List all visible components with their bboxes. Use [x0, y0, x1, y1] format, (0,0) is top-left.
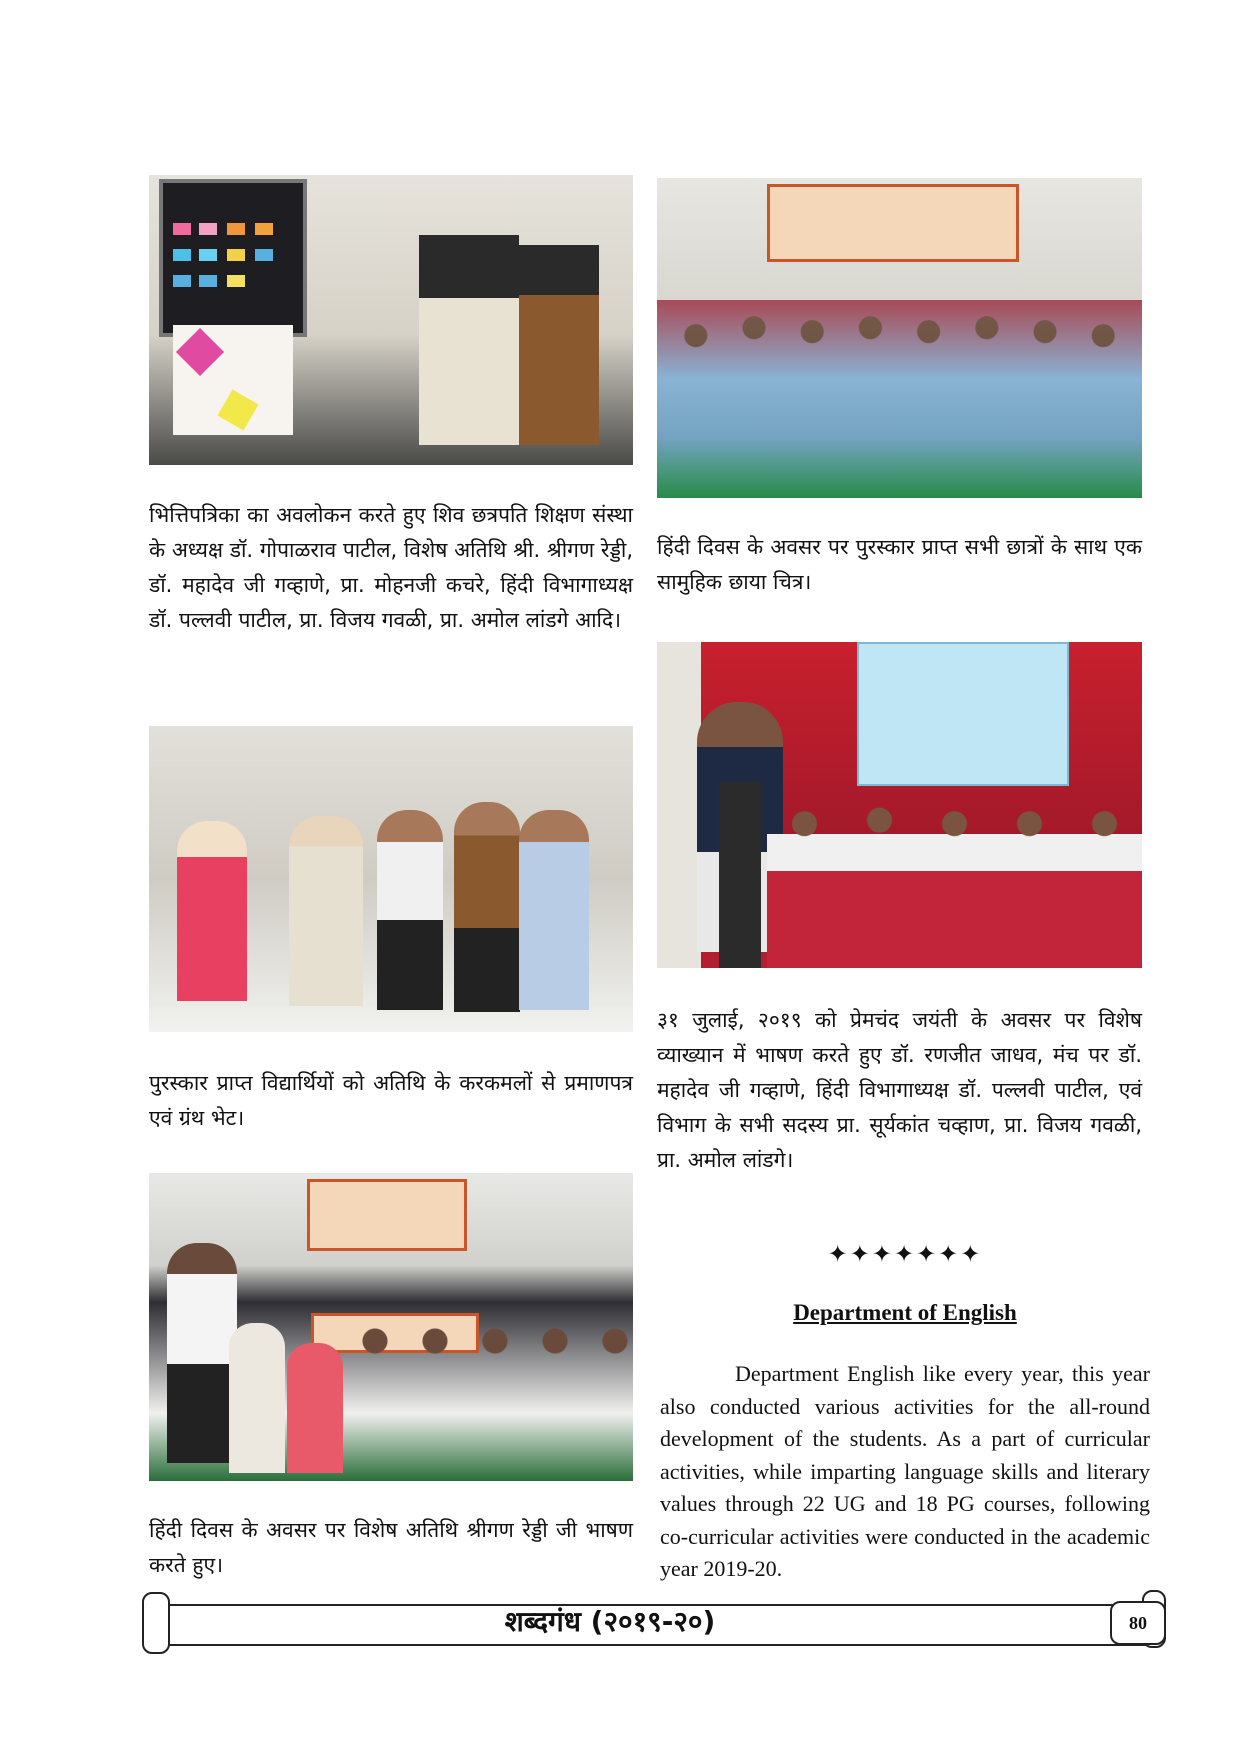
group-caption: हिंदी दिवस के अवसर पर पुरस्कार प्राप्त सभी छात्रों के साथ एक सामुहिक छाया चित्र।	[657, 535, 1142, 594]
speech-caption: हिंदी दिवस के अवसर पर विशेष अतिथि श्रीगण रेड्डी जी भाषण करते हुए।	[149, 1518, 633, 1577]
exhibition-caption: भित्तिपत्रिका का अवलोकन करते हुए शिव छत्रपति शिक्षण संस्था के अध्यक्ष डॉ. गोपाळराव पाटील, विशेष अतिथि श्री. श्रीगण रेड्डी, डॉ. महादेव जी गव्हाणे, प्रा. मोहनजी कचरे, हिंदी विभागाध्यक्ष डॉ. पल्लवी पाटील, प्रा. विजय गवळी, प्रा. अमोल लांडगे आदि।	[149, 503, 633, 632]
page-number: 80	[1110, 1601, 1166, 1645]
section-body: Department English like every year, this year also conducted various activities for the all-round development of the students. As a part of curricular activities, while imparting language skills and literary values through 22 UG and 18 PG courses, following co-curricular activities were conducted in the academic year 2019-20.	[660, 1361, 1150, 1581]
speech-photo	[149, 1173, 633, 1481]
exhibition-photo	[149, 175, 633, 465]
award-caption: पुरस्कार प्राप्त विद्यार्थियों को अतिथि के करकमलों से प्रमाणपत्र एवं ग्रंथ भेट।	[149, 1071, 633, 1130]
footer-title: शब्दगंध (२०१९-२०)	[504, 1605, 716, 1638]
scroll-left-roll-icon	[142, 1592, 170, 1654]
section-separator: ✦✦✦✦✦✦✦	[827, 1240, 983, 1268]
award-photo	[149, 726, 633, 1032]
section-heading: Department of English	[793, 1300, 1017, 1325]
lecture-photo	[657, 642, 1142, 968]
lecture-caption: ३१ जुलाई, २०१९ को प्रेमचंद जयंती के अवसर पर विशेष व्याख्यान में भाषण करते हुए डॉ. रणजीत जाधव, मंच पर डॉ. महादेव जी गव्हाणे, हिंदी विभागाध्यक्ष डॉ. पल्लवी पाटील, एवं विभाग के सभी सदस्य प्रा. सूर्यकांत चव्हाण, प्रा. विजय गवळी, प्रा. अमोल लांडगे।	[657, 1008, 1142, 1172]
group-photo	[657, 178, 1142, 498]
